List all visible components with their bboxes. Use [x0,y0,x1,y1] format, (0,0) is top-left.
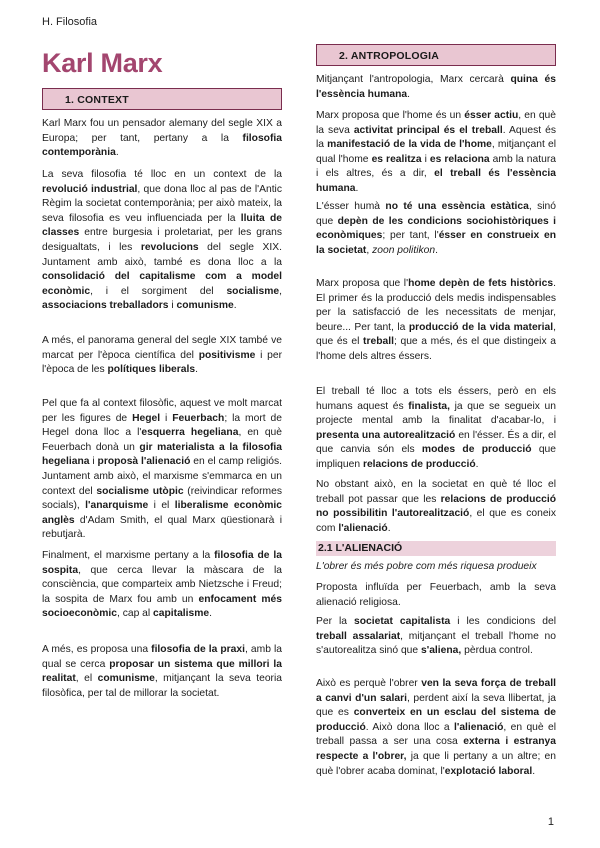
paragraph: Mitjançant l'antropologia, Marx cercarà quina és l'essència humana. [316,74,556,100]
paragraph: Finalment, el marxisme pertany a la filosofia de la sospita, que cerca llevar la màscara de la consciència, que comparteix amb Nietzsche i Freud; la sospita de Marx fou amb un enfocament més socioeconòmic, cap al capitalisme. [42,550,282,620]
paragraph: L'ésser humà no té una essència estàtica, sinó que depèn de les condicions sociohistòriques i econòmiques; per tant, l'ésser en construeix en la societat, zoon politikon. [316,201,556,256]
section-heading-antropologia: 2. ANTROPOLOGIA [316,44,556,66]
paragraph: A més, es proposa una filosofia de la praxi, amb la qual se cerca proposar un sistema que millori la realitat, el comunisme, mitjançant la seva teoria filosòfica, per tal de millorar la societat. [42,644,283,699]
paragraph: Marx proposa que l'home depèn de fets històrics. El primer és la producció dels medis indispensables per la satisfacció de les necessitats de menjar, beure... Per tant, la producció de la vida material, que és el treball; que a més, és el que distingeix a l'home dels altres éssers. [316,278,557,362]
paragraph: No obstant això, en la societat en què té lloc el treball pot passar que les relacions de producció no possibilitin l'autorealització, el que es coneix com l'alienació. [316,479,556,534]
section-heading-context: 1. CONTEXT [42,88,282,110]
subject-header: H. Filosofia [42,16,98,28]
paragraph: Pel que fa al context filosòfic, aquest ve molt marcat per les figures de Hegel i Feuerbach; la mort de Hegel dona lloc a l'esquerra hegeliana, en què Feuerbach donà un gir materialista a la filosofia hegeliana i proposà l'alienació en el camp religiós. Juntament amb això, el marxisme s'emmarca en un context del socialisme utòpic (reivindicar reformes socials), l'anarquisme i el liberalisme econòmic anglès d'Adam Smith, el qual Marx qüestionarà i rebutjarà. [42,398,283,541]
page-title: Karl Marx [42,48,163,78]
paragraph: Proposta influïda per Feuerbach, amb la seva alienació religiosa. [316,582,556,608]
page-number: 1 [547,816,554,828]
paragraph: Això es perquè l'obrer ven la seva força de treball a canvi d'un salari, perdent així la seva llibertat, ja que es converteix en un esclau del sistema de producció. Això dona lloc a l'alienació, en què el treball passa a ser una cosa externa i estranya respecte a l'obrer, ja que li pertany a un altre; en què l'obrer acaba dominat, l'explotació laboral. [316,678,557,777]
paragraph: Marx proposa que l'home és un ésser actiu, en què la seva activitat principal és el treball. Aquest és la manifestació de la vida de l'home, mitjançant el qual l'home es realitza i es relaciona amb la natura i els altres, és a dir, el treball és l'essència humana. [316,110,557,194]
subsection-heading-alienacio: 2.1 L'ALIENACIÓ [316,541,556,556]
paragraph: La seva filosofia té lloc en un context de la revolució industrial, que dona lloc al pas de l'Antic Règim la societat contemporània; per això mateix, la seva filosofia es veu influenciada per la lluita de classes entre burgesia i proletariat, per les grans desigualtats, i les revolucions del segle XIX. Juntament amb això, també es dona lloc a la consolidació del capitalisme com a model econòmic, i el sorgiment del socialisme, associacions treballadors i comunisme. [42,169,282,312]
paragraph: El treball té lloc a tots els éssers, però en els humans aquest és finalista, ja que se segueix un projecte mental amb la finalitat d'acabar-lo, i presenta una autorealització en l'ésser. És a dir, el que canvia són els modes de producció que impliquen relacions de producció. [316,386,556,470]
paragraph: Per la societat capitalista i les condicions del treball assalariat, mitjançant el treball l'home no s'autorealitza sinó que s'aliena, pèrdua control. [316,616,557,657]
epigraph-quote: L'obrer és més pobre com més riquesa produeix [316,561,537,572]
paragraph: Karl Marx fou un pensador alemany del segle XIX a Europa; per tant, pertany a la filosofia contemporània. [42,118,282,159]
paragraph: A més, el panorama general del segle XIX també ve marcat per l'època científica del positivisme i per l'època de les polítiques liberals. [42,335,282,376]
